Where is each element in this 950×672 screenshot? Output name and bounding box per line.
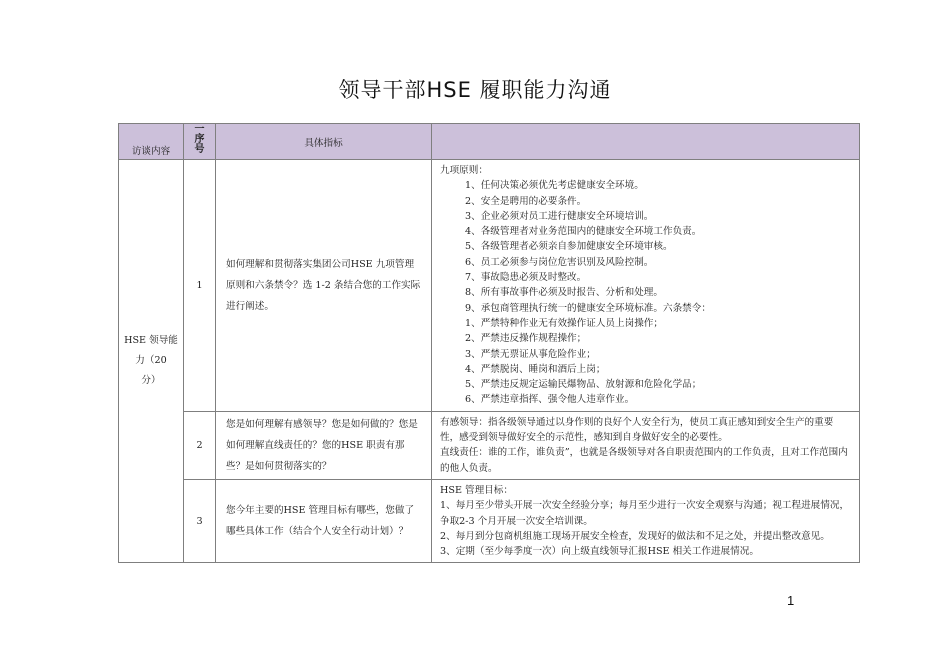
category-line: 分）	[141, 375, 161, 387]
answer-line: 6、严禁违章指挥、强令他人违章作业。	[465, 394, 635, 406]
answer-line: 2、安全是聘用的必要条件。	[465, 195, 587, 207]
category-line: 力（20	[135, 355, 167, 367]
question-cell: 您是如何理解有感领导？您是如何做的？您是如何理解直线责任的？您的HSE 职责有那些？是如何贯彻落实的？	[216, 411, 432, 479]
header-indicator: 具体指标	[216, 124, 432, 160]
answer-cell	[432, 411, 860, 479]
header-answer	[432, 124, 860, 160]
row-number: 3	[184, 479, 216, 562]
answer-line: 4、严禁脱岗、睡岗和酒后上岗；	[465, 363, 606, 375]
header-sequence-number	[184, 124, 216, 160]
header-seq-char: 序	[194, 134, 205, 145]
question-cell: 您今年主要的HSE 管理目标有哪些，您做了哪些具体工作（结合个人安全行动计划）？	[216, 479, 432, 562]
answer-line: 3、严禁无票证从事危险作业；	[465, 348, 596, 360]
answer-paragraph: 3、定期（至少每季度一次）向上级直线领导汇报HSE 相关工作进展情况。	[440, 546, 759, 558]
page-title: 领导干部HSE 履职能力沟通	[338, 78, 612, 102]
answer-line: 8、所有事故事件必须及时报告、分析和处理。	[465, 287, 663, 299]
table-row	[119, 411, 860, 479]
header-interview-content: 访谈内容	[119, 124, 184, 160]
answer-line: 1、严禁特种作业无有效操作证人员上岗操作；	[465, 317, 663, 329]
answer-line: 4、各级管理者对业务范围内的健康安全环境工作负责。	[465, 226, 702, 238]
answer-line: 5、严禁违反规定运输民爆物品、放射源和危险化学品；	[465, 379, 702, 391]
category-line: HSE 领导能	[124, 335, 178, 347]
answer-line: 9、承包商管理执行统一的健康安全环境标准。六条禁令：	[465, 302, 711, 314]
answer-paragraph: 直线责任：谁的工作，谁负责”，也就是各级领导对各自职责范围内的工作负责，且对工作范围内的他人负责。	[440, 447, 848, 474]
answer-line: 6、员工必须参与岗位危害识别及风险控制。	[465, 256, 654, 268]
table-header-row	[119, 124, 860, 160]
answer-cell	[432, 160, 860, 412]
answer-line: 3、企业必须对员工进行健康安全环境培训。	[465, 210, 654, 222]
page-number: 1	[787, 593, 795, 608]
answer-line: 5、各级管理者必须亲自参加健康安全环境审核。	[465, 241, 673, 253]
interview-table	[118, 123, 860, 563]
category-cell	[119, 160, 184, 563]
header-seq-char: 号	[194, 144, 205, 155]
answer-cell	[432, 479, 860, 562]
answer-list	[440, 163, 851, 408]
table-row	[119, 479, 860, 562]
answer-paragraph: 1、每月至少带头开展一次安全经验分享；每月至少进行一次安全观察与沟通；视工程进展情况，争取2-3 个月开展一次安全培训课。	[440, 500, 850, 527]
answer-paragraph: 2、每月到分包商机组施工现场开展安全检查，发现好的做法和不足之处，并提出整改意见。	[440, 530, 830, 542]
answer-line: 九项原则：	[440, 165, 488, 176]
answer-line: 1、任何决策必须优先考虑健康安全环境。	[465, 180, 644, 192]
answer-line: 2、严禁违反操作规程操作；	[465, 333, 587, 345]
row-number: 2	[184, 411, 216, 479]
answer-paragraph: 有感领导：指各级领导通过以身作则的良好个人安全行为，使员工真正感知到安全生产的重要性，感受到领导做好安全的示范性，感知到自身做好安全的必要性。	[440, 416, 834, 444]
answer-paragraph: HSE 管理目标：	[440, 484, 513, 496]
question-cell: 如何理解和贯彻落实集团公司HSE 九项管理原则和六条禁令？选 1-2 条结合您的工作实际进行阐述。	[216, 160, 432, 412]
answer-line: 7、事故隐患必须及时整改。	[465, 272, 587, 284]
table-row	[119, 160, 860, 412]
row-number: 1	[184, 160, 216, 412]
header-seq-char: 一	[194, 124, 205, 135]
